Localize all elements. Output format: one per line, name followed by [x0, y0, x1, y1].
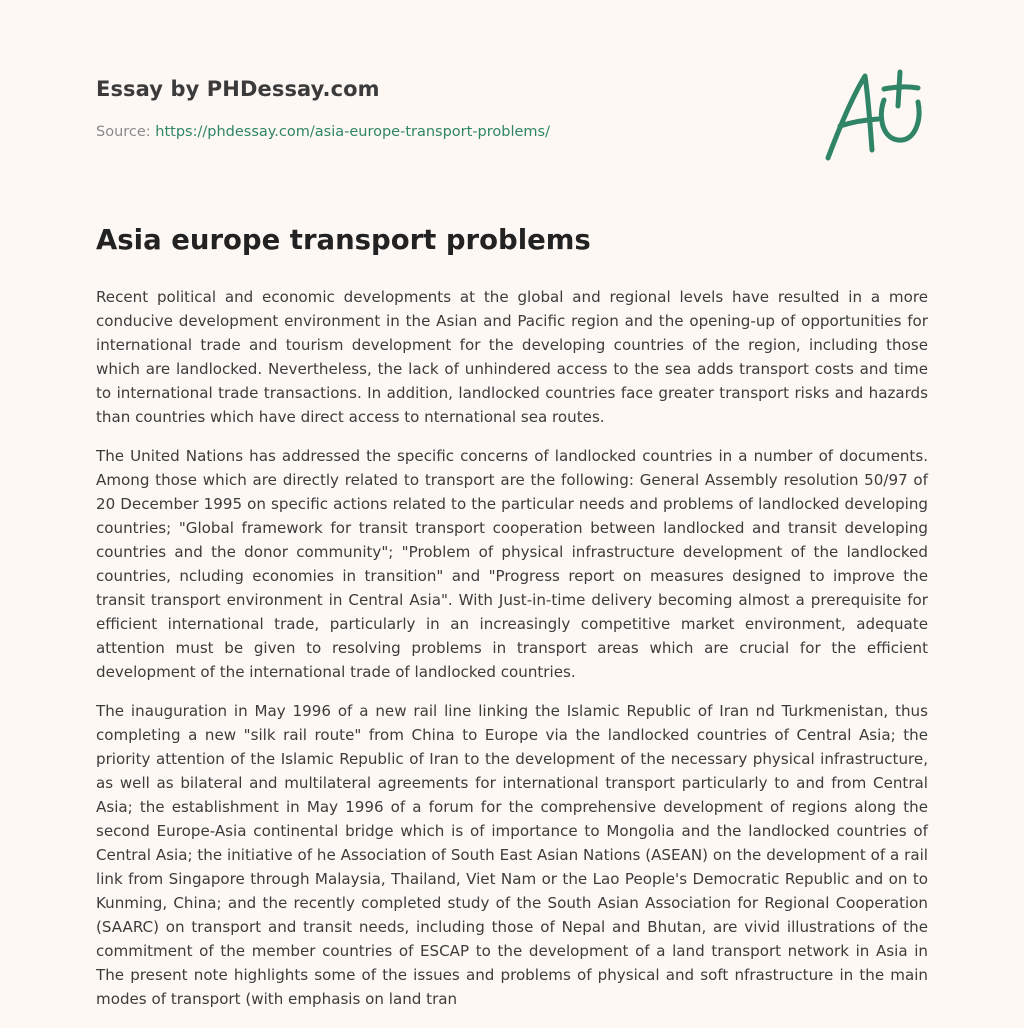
- essay-paragraph: Recent political and economic developments at the global and regional levels have resulted in a more conducive development environment in the Asian and Pacific region and the opening-up of opportunities for international trade and tourism development for the developing countries of the region, including those which are landlocked. Nevertheless, the lack of unhindered access to the sea adds transport costs and time to international trade transactions. In addition, landlocked countries face greater transport risks and hazards than countries which have direct access to nternational sea routes.: [96, 288, 928, 426]
- site-brand: Essay by PHDessay.com: [96, 77, 380, 101]
- essay-paragraph: The United Nations has addressed the specific concerns of landlocked countries in a number of documents. Among those which are directly related to transport are the following: General Assembly resolution 50/97 of 20 December 1995 on specific actions related to the particular needs and problems of landlocked developing countries; "Global framework for transit transport cooperation between landlocked and transit developing countries and the donor community"; "Problem of physical infrastructure development of the landlocked countries, ncluding economies in transition" and "Progress report on measures designed to improve the transit transport environment in Central Asia". With Just-in-time delivery becoming almost a prerequisite for efficient international trade, particularly in an increasingly competitive market environment, adequate attention must be given to resolving problems in transport areas which are crucial for the efficient development of the international trade of landlocked countries.: [96, 447, 928, 681]
- essay-paragraph: The inauguration in May 1996 of a new rail line linking the Islamic Republic of Iran nd Turkmenistan, thus completing a new "silk rail route" from China to Europe via the landlocked countries of Central Asia; the priority attention of the Islamic Republic of Iran to the development of the necessary physical infrastructure, as well as bilateral and multilateral agreements for international transport particularly to and from Central Asia; the establishment in May 1996 of a forum for the comprehensive development of regions along the second Europe-Asia continental bridge which is of importance to Mongolia and the landlocked countries of Central Asia; the initiative of he Association of South East Asian Nations (ASEAN) on the development of a rail link from Singapore through Malaysia, Thailand, Viet Nam or the Lao People's Democratic Republic and on to Kunming, China; and the recently completed study of the South Asian Association for Regional Cooperation (SAARC) on transport and transit needs, including those of Nepal and Bhutan, are vivid illustrations of the commitment of the member countries of ESCAP to the development of a land transport network in Asia in The present note highlights some of the issues and problems of physical and soft nfrastructure in the main modes of transport (with emphasis on land tran: [96, 702, 928, 1008]
- source-label: Source:: [96, 124, 151, 140]
- source-link[interactable]: https://phdessay.com/asia-europe-transport-problems/: [155, 124, 550, 140]
- essay-title: Asia europe transport problems: [96, 224, 591, 256]
- source-line: [96, 124, 550, 140]
- a-plus-grade-logo: [818, 66, 930, 166]
- essay-body: [96, 285, 928, 1026]
